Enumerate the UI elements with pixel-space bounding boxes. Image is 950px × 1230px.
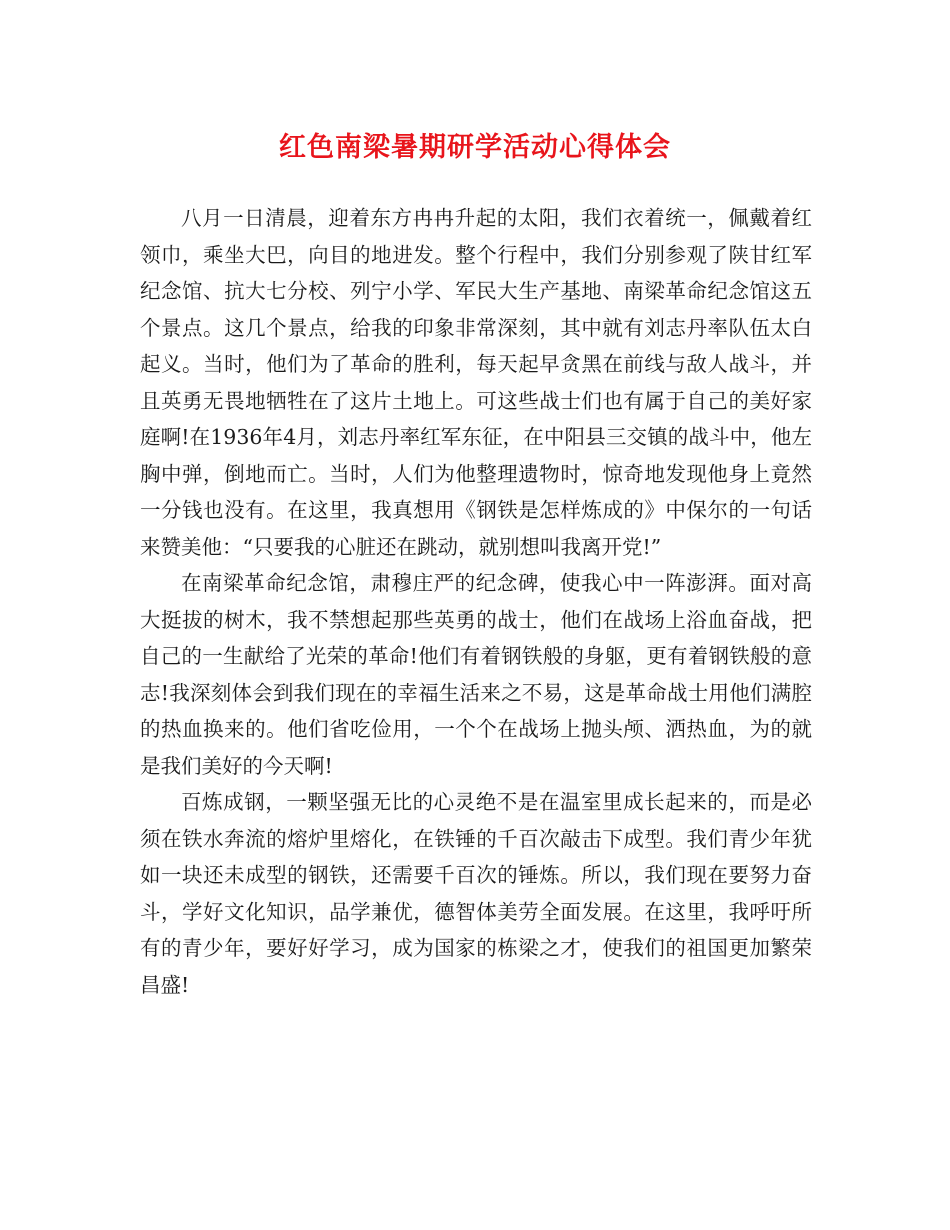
document-body: [140, 200, 812, 1003]
paragraph-3: 百炼成钢，一颗坚强无比的心灵绝不是在温室里成长起来的，而是必须在铁水奔流的熔炉里熔化，在铁锤的千百次敲击下成型。我们青少年犹如一块还未成型的钢铁，还需要千百次的锤炼。所以，我们现在要努力奋斗，学好文化知识，品学兼优，德智体美劳全面发展。在这里，我呼吁所有的青少年，要好好学习，成为国家的栋梁之才，使我们的祖国更加繁荣昌盛!: [140, 790, 812, 997]
document-title: 红色南梁暑期研学活动心得体会: [279, 132, 671, 163]
paragraph-2: 在南梁革命纪念馆，肃穆庄严的纪念碑，使我心中一阵澎湃。面对高大挺拔的树木，我不禁想起那些英勇的战士，他们在战场上浴血奋战，把自己的一生献给了光荣的革命!他们有着钢铁般的身躯，更有着钢铁般的意志!我深刻体会到我们现在的幸福生活来之不易，这是革命战士用他们满腔的热血换来的。他们省吃俭用，一个个在战场上抛头颅、洒热血，为的就是我们美好的今天啊!: [140, 571, 812, 778]
paragraph-1: 八月一日清晨，迎着东方冉冉升起的太阳，我们衣着统一，佩戴着红领巾，乘坐大巴，向目的地进发。整个行程中，我们分别参观了陕甘红军纪念馆、抗大七分校、列宁小学、军民大生产基地、南梁革命纪念馆这五个景点。这几个景点，给我的印象非常深刻，其中就有刘志丹率队伍太白起义。当时，他们为了革命的胜利，每天起早贪黑在前线与敌人战斗，并且英勇无畏地牺牲在了这片土地上。可这些战士们也有属于自己的美好家庭啊!在1936年4月，刘志丹率红军东征，在中阳县三交镇的战斗中，他左胸中弹，倒地而亡。当时，人们为他整理遗物时，惊奇地发现他身上竟然一分钱也没有。在这里，我真想用《钢铁是怎样炼成的》中保尔的一句话来赞美他：“只要我的心脏还在跳动，就别想叫我离开党!”: [140, 206, 812, 559]
